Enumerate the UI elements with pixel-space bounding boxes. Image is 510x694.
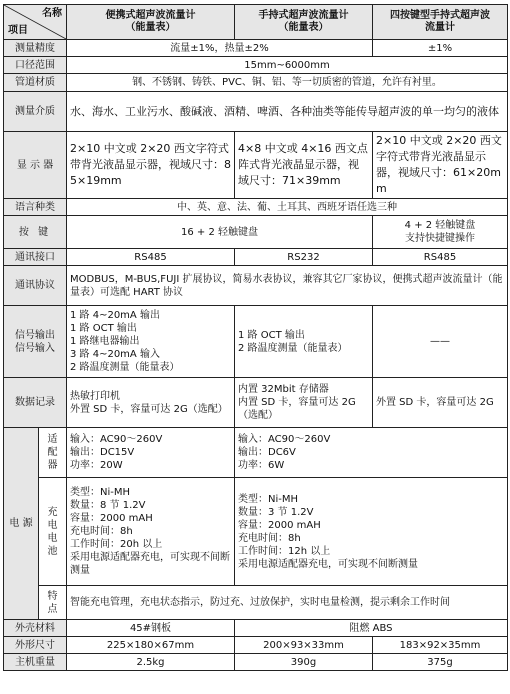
row-label: 信号输出 信号输入: [4, 306, 67, 378]
row-weight: [4, 654, 508, 671]
row-medium: [4, 92, 508, 132]
header-corner-name: 名称: [42, 8, 62, 19]
row-display: [4, 132, 508, 199]
cell-value: 类型：Ni-MH 数量：3 节 1.2V 容量：2000 mAH 充电时间：8h 工作时间：12h 以上 采用电源适配器充电，可实现不间断测量: [235, 478, 508, 586]
cell-value: 钢、不锈钢、铸铁、PVC、铜、铝、等一切质密的管道，允许有衬里。: [67, 74, 508, 92]
power-label: 电 源: [4, 428, 39, 620]
row-label: 数据记录: [4, 378, 67, 428]
header-corner: [4, 5, 67, 40]
adapter-label: 适 配 器: [39, 428, 67, 478]
row-power-battery: [4, 478, 508, 586]
header-portable: 便携式超声波流量计 （能量表）: [67, 5, 235, 40]
row-label: 通讯协议: [4, 266, 67, 306]
header-row: [4, 5, 508, 40]
cell-value: 15mm~6000mm: [67, 57, 508, 74]
row-pipe: [4, 74, 508, 92]
row-label: 测量介质: [4, 92, 67, 132]
cell-value: 16 + 2 轻触键盘: [67, 216, 373, 249]
cell-value: 1 路 4~20mA 输出 1 路 OCT 输出 1 路继电器输出 3 路 4~20mA 输入 2 路温度测量（能量表）: [67, 306, 235, 378]
cell-value: 热敏打印机 外置 SD 卡，容量可达 2G（选配）: [67, 378, 235, 428]
cell-value: ±1%: [373, 40, 508, 57]
cell-value: 2×10 中文或 2×20 西文字符式带背光液晶显示器，视域尺寸：85×19mm: [67, 132, 235, 199]
cell-value: RS232: [235, 249, 373, 266]
cell-value: 水、海水、工业污水、酸碱液、酒精、啤酒、各种油类等能传导超声波的单一均匀的液体: [67, 92, 508, 132]
cell-value: 200×93×33mm: [235, 637, 373, 654]
row-signal: [4, 306, 508, 378]
cell-value: 1 路 OCT 输出 2 路温度测量（能量表）: [235, 306, 373, 378]
row-label: 语言种类: [4, 199, 67, 216]
header-corner-item: 项目: [8, 25, 28, 36]
cell-value: 中、英、意、法、葡、土耳其、西班牙语任选三种: [67, 199, 508, 216]
cell-value: 阻燃 ABS: [235, 620, 508, 637]
row-label: 外形尺寸: [4, 637, 67, 654]
cell-value: 内置 32Mbit 存储器 内置 SD 卡，容量可达 2G（选配）: [235, 378, 373, 428]
cell-value: 225×180×67mm: [67, 637, 235, 654]
cell-value: 375g: [373, 654, 508, 671]
row-label: 口径范围: [4, 57, 67, 74]
row-shell: [4, 620, 508, 637]
cell-value: 45#钢板: [67, 620, 235, 637]
cell-value: 类型：Ni-MH 数量：8 节 1.2V 容量：2000 mAH 充电时间：8h 工作时间：20h 以上 采用电源适配器充电，可实现不间断测量: [67, 478, 235, 586]
feature-label: 特 点: [39, 586, 67, 620]
row-interface: [4, 249, 508, 266]
header-four-key: 四按键型手持式超声波 流量计: [373, 5, 508, 40]
cell-value: 外置 SD 卡，容量可达 2G: [373, 378, 508, 428]
header-handheld: 手持式超声波流量计 （能量表）: [235, 5, 373, 40]
row-label: 显 示 器: [4, 132, 67, 199]
row-power-feature: [4, 586, 508, 620]
cell-value: 390g: [235, 654, 373, 671]
battery-label: 充 电 电 池: [39, 478, 67, 586]
cell-value: MODBUS，M-BUS,FUJI 扩展协议，简易水表协议，兼容其它厂家协议，便携式超声波流量计（能量表）可选配 HART 协议: [67, 266, 508, 306]
row-label: 外壳材料: [4, 620, 67, 637]
spec-table: [3, 4, 508, 671]
cell-value: 2.5kg: [67, 654, 235, 671]
cell-value: 流量±1%，热量±2%: [67, 40, 373, 57]
row-label: 通讯接口: [4, 249, 67, 266]
row-language: [4, 199, 508, 216]
cell-value: 2×10 中文或 2×20 西文字符式带背光液晶显示器，视域尺寸：61×20mm: [373, 132, 508, 199]
row-power-adapter: [4, 428, 508, 478]
row-size: [4, 637, 508, 654]
cell-dash: ——: [373, 306, 508, 378]
row-keys: [4, 216, 508, 249]
row-accuracy: [4, 40, 508, 57]
cell-value: 183×92×35mm: [373, 637, 508, 654]
row-label: 按 键: [4, 216, 67, 249]
row-protocol: [4, 266, 508, 306]
cell-value: 智能充电管理，充电状态指示，防过充、过放保护，实时电量检测，提示剩余工作时间: [67, 586, 508, 620]
cell-value: 输入：AC90～260V 输出：DC15V 功率：20W: [67, 428, 235, 478]
row-label: 主机重量: [4, 654, 67, 671]
cell-value: RS485: [373, 249, 508, 266]
row-label: 管道材质: [4, 74, 67, 92]
cell-value: 4×8 中文或 4×16 西文点阵式背光液晶显示器，视域尺寸：71×39mm: [235, 132, 373, 199]
row-record: [4, 378, 508, 428]
row-label: 测量精度: [4, 40, 67, 57]
cell-value: 4 + 2 轻触键盘 支持快捷键操作: [373, 216, 508, 249]
cell-value: 输入：AC90～260V 输出：DC6V 功率：6W: [235, 428, 508, 478]
row-diameter: [4, 57, 508, 74]
cell-value: RS485: [67, 249, 235, 266]
